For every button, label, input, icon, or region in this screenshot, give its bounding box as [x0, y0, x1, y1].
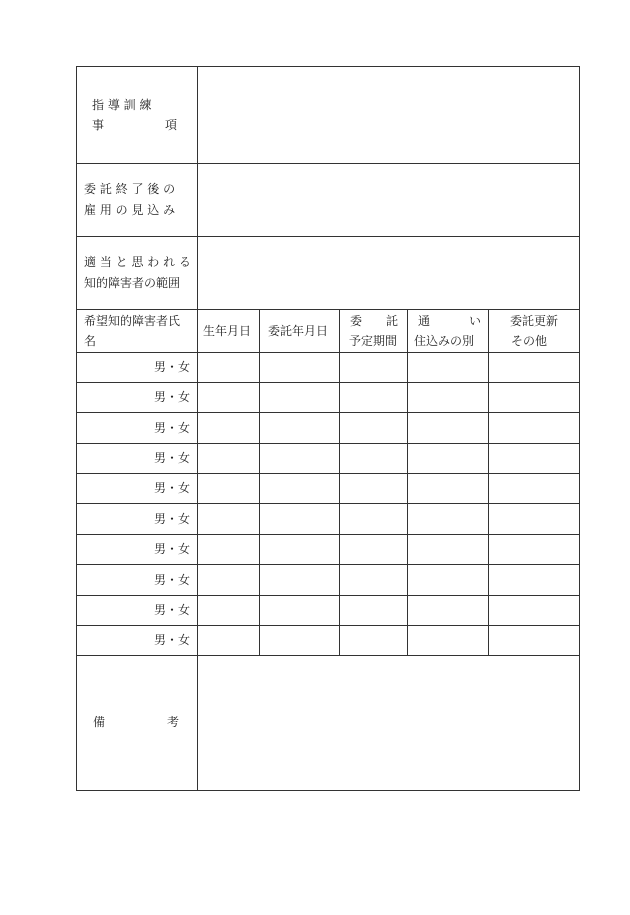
- guidance-label-line1: 指 導 訓 練: [92, 98, 152, 112]
- remarks-label-b: 考: [167, 715, 180, 729]
- divider: [77, 564, 579, 565]
- range-content-field[interactable]: [198, 237, 579, 309]
- employment-content-field[interactable]: [198, 164, 579, 236]
- divider: [77, 534, 579, 535]
- divider: [77, 382, 579, 383]
- row-gender: 男・女: [154, 481, 191, 495]
- divider: [77, 443, 579, 444]
- header-entrust-date: 委託年月日: [268, 324, 329, 338]
- divider: [488, 309, 489, 655]
- divider: [77, 503, 579, 504]
- header-commute-b: い: [469, 314, 482, 328]
- row-gender: 男・女: [154, 633, 191, 647]
- header-birth-date: 生年月日: [203, 324, 252, 338]
- row-gender: 男・女: [154, 542, 191, 556]
- employment-label-line2: 雇 用 の 見 込 み: [84, 203, 176, 217]
- guidance-label-line2-b: 項: [165, 118, 178, 132]
- divider: [77, 473, 579, 474]
- range-label-line1: 適 当 と 思 わ れ る: [84, 255, 191, 269]
- row-gender: 男・女: [154, 573, 191, 587]
- divider: [77, 412, 579, 413]
- header-renewal-line2: その他: [511, 334, 548, 348]
- row-gender: 男・女: [154, 603, 191, 617]
- header-commute-a: 通: [418, 314, 431, 328]
- header-renewal-line1: 委託更新: [510, 314, 559, 328]
- divider: [77, 625, 579, 626]
- header-period-b: 託: [386, 314, 399, 328]
- form-table: [76, 66, 580, 791]
- range-label-line2: 知的障害者の範囲: [84, 276, 181, 290]
- remarks-content-field[interactable]: [198, 656, 579, 790]
- row-gender: 男・女: [154, 390, 191, 404]
- header-period-a: 委: [350, 314, 363, 328]
- divider: [259, 309, 260, 655]
- divider: [407, 309, 408, 655]
- employment-label-line1: 委 託 終 了 後 の: [84, 182, 176, 196]
- row-gender: 男・女: [154, 512, 191, 526]
- divider: [339, 309, 340, 655]
- guidance-content-field[interactable]: [198, 67, 579, 163]
- row-gender: 男・女: [154, 451, 191, 465]
- divider: [77, 595, 579, 596]
- divider: [77, 352, 579, 353]
- header-name-line2: 名: [84, 334, 97, 348]
- remarks-label-a: 備: [93, 715, 106, 729]
- divider: [77, 309, 579, 310]
- header-period-line2: 予定期間: [349, 334, 398, 348]
- header-commute-line2: 住込みの別: [414, 334, 475, 348]
- header-name-line1: 希望知的障害者氏: [84, 314, 181, 328]
- row-gender: 男・女: [154, 421, 191, 435]
- guidance-label-line2-a: 事: [92, 118, 105, 132]
- row-gender: 男・女: [154, 360, 191, 374]
